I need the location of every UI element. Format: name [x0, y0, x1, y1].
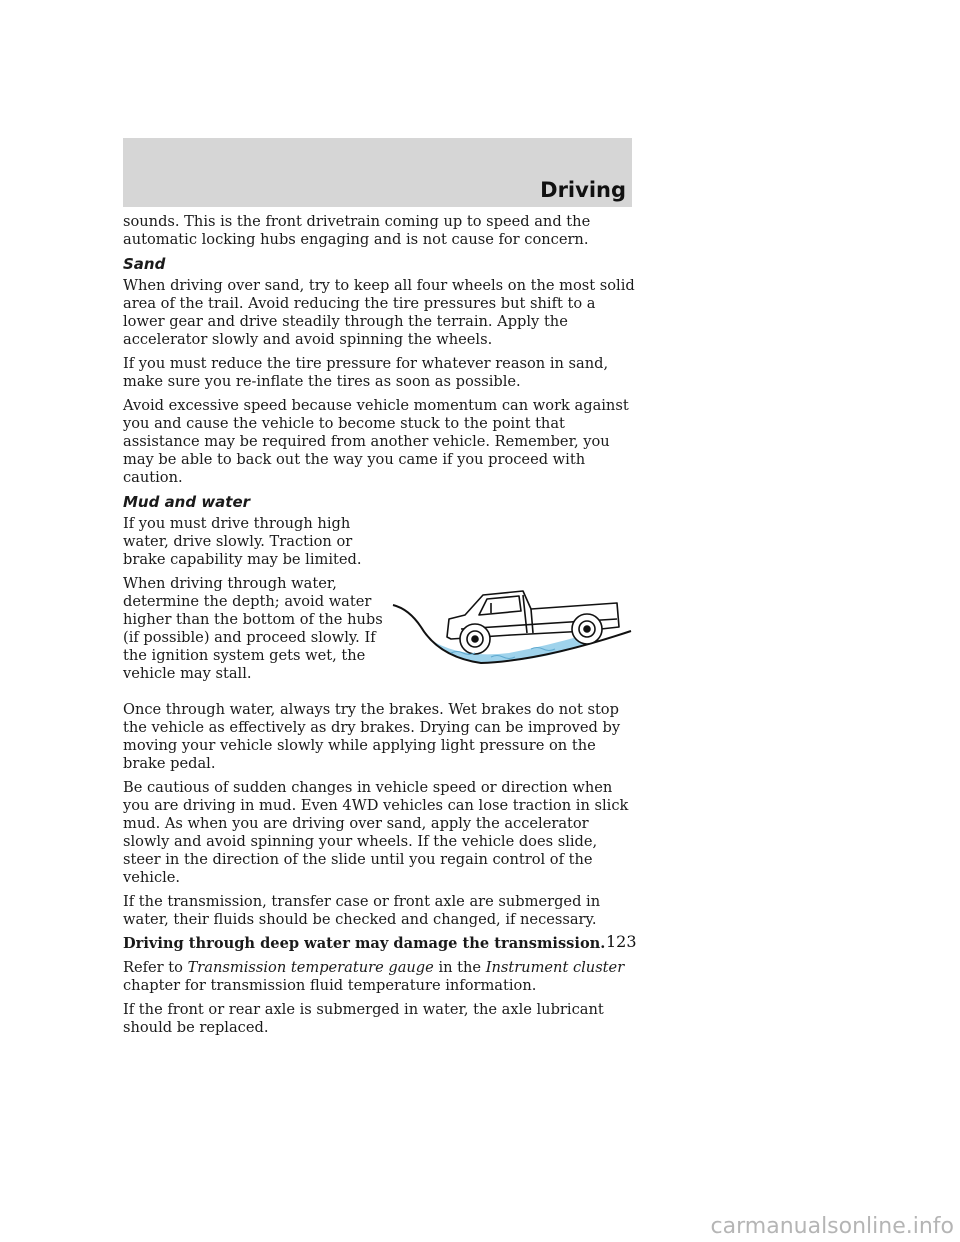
header-band: [123, 138, 632, 207]
truck-in-water-illustration: [391, 535, 637, 675]
axle-paragraph: If the front or rear axle is submerged in water, the axle lubricant should be replaced.: [123, 1001, 604, 1036]
refer-mid: in the: [438, 959, 482, 976]
page-number: 123: [606, 932, 637, 951]
sand-heading: Sand: [123, 255, 166, 273]
sand-paragraph-3: Avoid excessive speed because vehicle momentum can work against you and cause the vehicle to become stuck to the point that assistance may be required from another vehicle. Remember, you may be able to back out the way you came if you proceed with caution.: [123, 397, 629, 486]
mud-paragraph-2: When driving through water, determine the depth; avoid water higher than the bottom of the hubs (if possible) and proceed slowly. If the ignition system gets wet, the vehicle may stall.: [123, 575, 383, 682]
section-title: Driving: [540, 178, 626, 202]
watermark-link[interactable]: carmanualsonline.info: [620, 1212, 960, 1242]
refer-suffix: chapter for transmission fluid temperature information.: [123, 977, 537, 994]
mud-paragraph-1: If you must drive through high water, drive slowly. Traction or brake capability may be limited.: [123, 515, 362, 568]
instrument-cluster-ref: Instrument cluster: [485, 959, 625, 976]
front-wheel: [460, 624, 490, 654]
sand-paragraph-1: When driving over sand, try to keep all four wheels on the most solid area of the trail. Avoid reducing the tire pressures but shift to a lower gear and drive steadily through the terrain. Apply the accelerator slowly and avoid spinning the wheels.: [123, 277, 635, 348]
transmission-gauge-ref: Transmission temperature gauge: [187, 959, 434, 976]
transmission-warning: Driving through deep water may damage the transmission.: [123, 935, 606, 952]
refer-prefix: Refer to: [123, 959, 183, 976]
mud-intro-block: [123, 515, 638, 695]
mud-paragraph-3: Once through water, always try the brakes. Wet brakes do not stop the vehicle as effectively as dry brakes. Drying can be improved by moving your vehicle slowly while applying light pressure on the brake pedal.: [123, 701, 621, 772]
mud-intro-text: [123, 515, 388, 689]
page-content: [123, 213, 638, 1043]
mud-heading: Mud and water: [123, 493, 251, 511]
refer-paragraph: [123, 959, 638, 995]
mud-paragraph-4: Be cautious of sudden changes in vehicle speed or direction when you are driving in mud. Even 4WD vehicles can lose traction in slick mud. As when you are driving over sand, apply the accelerator slowly and avoid spinning your wheels. If the vehicle does slide, steer in the direction of the slide until you regain control of the vehicle.: [123, 779, 629, 886]
intro-paragraph: sounds. This is the front drivetrain coming up to speed and the automatic locking hubs engaging and is not cause for concern.: [123, 213, 591, 248]
sand-paragraph-2: If you must reduce the tire pressure for whatever reason in sand, make sure you re-inflate the tires as soon as possible.: [123, 355, 609, 390]
mud-paragraph-5: If the transmission, transfer case or front axle are submerged in water, their fluids should be checked and changed, if necessary.: [123, 893, 601, 928]
rear-wheel: [572, 614, 602, 644]
